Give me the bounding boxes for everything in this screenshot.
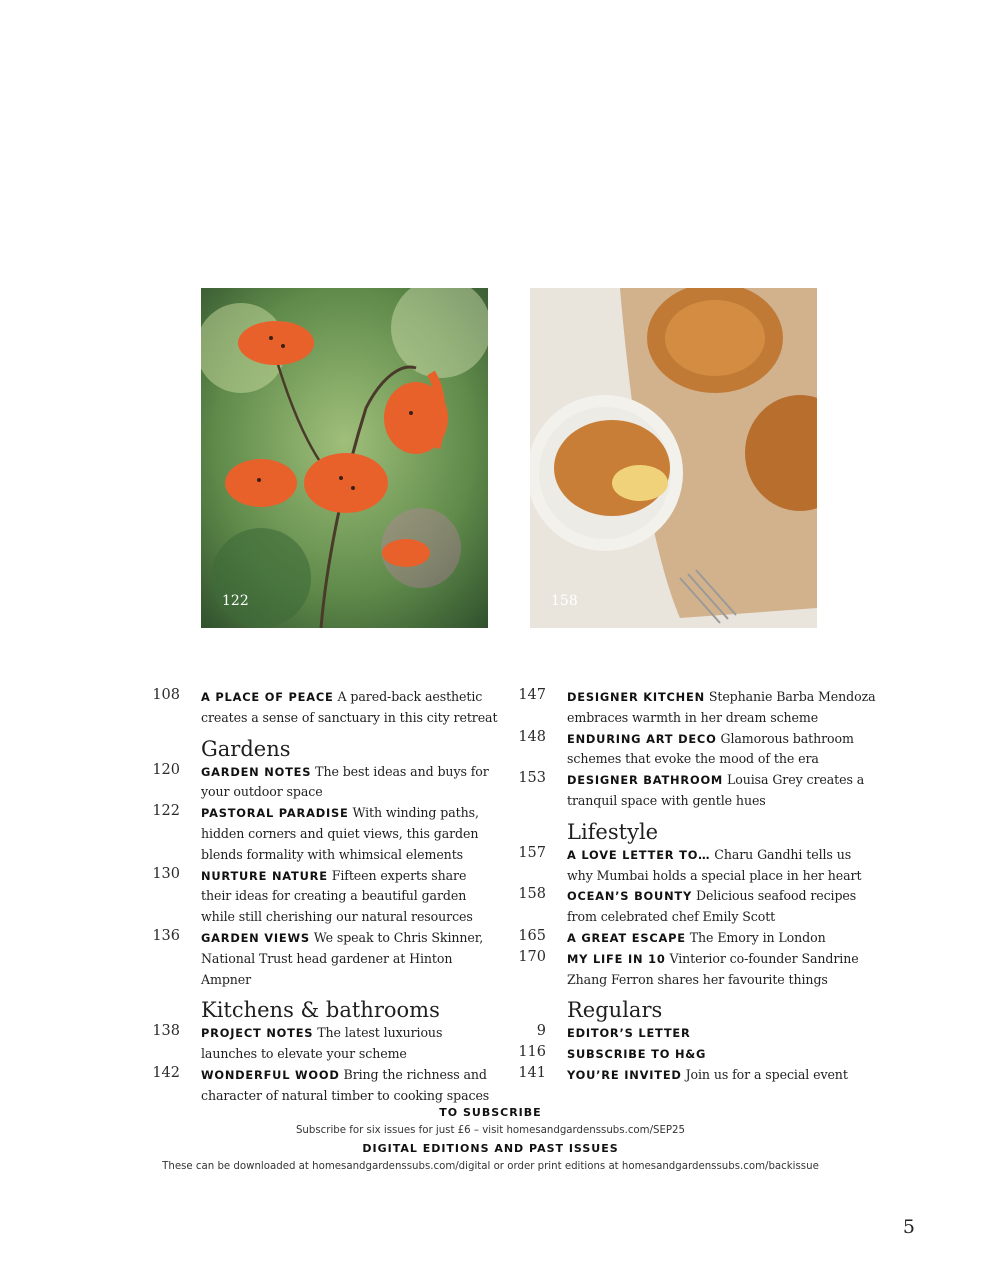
entry-page-number: 148 <box>518 728 546 745</box>
entry-page-number: 158 <box>518 886 546 903</box>
entry-title: GARDEN VIEWS <box>201 930 310 945</box>
entry-title: MY LIFE IN 10 <box>567 951 666 966</box>
entry-description: Charu Gandhi tells us why Mumbai holds a special place in her heart <box>567 846 862 883</box>
entry-description: Stephanie Barba Mendoza embraces warmth in her dream scheme <box>567 689 876 725</box>
entry-title: DESIGNER KITCHEN <box>567 690 705 704</box>
entry-page-number: 157 <box>518 844 546 861</box>
entry-text <box>201 930 483 987</box>
contents-entry[interactable] <box>506 686 876 728</box>
entry-page-number: 136 <box>152 927 180 944</box>
pies-photo[interactable] <box>530 288 817 628</box>
contents-entry[interactable] <box>506 844 876 886</box>
entry-page-number: 141 <box>518 1064 546 1081</box>
entry-page-number: 108 <box>152 687 180 703</box>
entry-description: Bring the richness and character of natural timber to cooking spaces <box>201 1066 490 1103</box>
entry-text <box>201 868 473 925</box>
contents-entry[interactable] <box>506 885 876 927</box>
pies-illustration <box>530 288 817 628</box>
digital-editions-heading: DIGITAL EDITIONS AND PAST ISSUES <box>362 1142 619 1155</box>
tiger-lily-photo[interactable] <box>201 288 488 628</box>
entry-page-number: 130 <box>152 865 180 882</box>
tiger-lily-illustration <box>201 288 488 628</box>
entry-description: Fifteen experts share their ideas for creating a beautiful garden while still cherishing our natural resources <box>201 867 473 925</box>
entry-description: Join us for a special event <box>685 1066 848 1082</box>
entry-description: We speak to Chris Skinner, National Trust head gardener at Hinton Ampner <box>201 929 484 987</box>
entry-text <box>567 1025 691 1040</box>
entry-title: YOU’RE INVITED <box>567 1067 682 1082</box>
entry-text <box>567 772 864 808</box>
entry-text <box>567 951 859 987</box>
entry-title: A GREAT ESCAPE <box>567 930 686 945</box>
entry-page-number: 147 <box>518 687 546 703</box>
entry-text <box>567 689 876 725</box>
section-heading: Kitchens & bathrooms <box>201 998 440 1023</box>
section-heading: Lifestyle <box>567 819 659 844</box>
contents-entry[interactable] <box>506 1043 876 1064</box>
entry-text <box>567 847 861 883</box>
section-heading: Regulars <box>567 998 663 1023</box>
entry-description: The best ideas and buys for your outdoor space <box>201 763 489 800</box>
contents-entry[interactable] <box>140 761 500 803</box>
entry-title: A PLACE OF PEACE <box>201 690 334 704</box>
entry-text <box>201 1067 489 1103</box>
contents-entry[interactable] <box>506 728 876 770</box>
entry-title: ENDURING ART DECO <box>567 731 717 746</box>
entry-description: With winding paths, hidden corners and quiet views, this garden blends formality with whimsical elements <box>201 805 479 862</box>
contents-entry[interactable] <box>140 802 500 864</box>
entry-page-number: 153 <box>518 770 546 787</box>
entry-page-number: 9 <box>536 1023 546 1040</box>
photo-page-number: 122 <box>222 593 249 609</box>
contents-entry[interactable] <box>506 1022 876 1043</box>
entry-page-number: 142 <box>152 1064 180 1081</box>
entry-title: GARDEN NOTES <box>201 764 312 779</box>
contents-entry[interactable] <box>506 1064 876 1085</box>
entry-title: PASTORAL PARADISE <box>201 806 349 821</box>
contents-entry[interactable] <box>140 1064 500 1106</box>
entry-description: Glamorous bathroom schemes that evoke the mood of the era <box>567 730 854 767</box>
entry-page-number: 116 <box>518 1044 546 1061</box>
subscribe-heading: TO SUBSCRIBE <box>439 1106 542 1119</box>
entry-text <box>567 1067 848 1082</box>
entry-text <box>201 764 489 800</box>
entry-title: DESIGNER BATHROOM <box>567 773 724 788</box>
entry-description: Delicious seafood recipes from celebrated chef Emily Scott <box>567 888 857 925</box>
contents-entry[interactable] <box>506 948 876 990</box>
entry-text <box>201 805 479 862</box>
entry-title: EDITOR’S LETTER <box>567 1026 691 1041</box>
entry-page-number: 138 <box>152 1023 180 1040</box>
entry-page-number: 170 <box>518 948 546 965</box>
entry-title: OCEAN’S BOUNTY <box>567 889 693 904</box>
entry-page-number: 165 <box>518 927 546 944</box>
contents-entry[interactable] <box>140 865 500 927</box>
entry-text <box>567 1046 706 1061</box>
entry-text <box>567 930 826 945</box>
entry-text <box>567 888 856 924</box>
page-number: 5 <box>902 1216 915 1238</box>
contents-entry[interactable] <box>140 1022 500 1064</box>
subscribe-text[interactable]: Subscribe for six issues for just £6 – visit homesandgardenssubs.com/SEP25 <box>295 1125 686 1136</box>
entry-title: WONDERFUL WOOD <box>201 1067 340 1082</box>
entry-title: SUBSCRIBE TO H&G <box>567 1047 707 1062</box>
entry-description: The latest luxurious launches to elevate your scheme <box>201 1025 443 1062</box>
subscribe-info <box>0 1104 981 1176</box>
contents-entry[interactable] <box>140 686 500 728</box>
contents-left-column <box>140 686 500 1106</box>
entry-text <box>201 689 497 725</box>
entry-description: The Emory in London <box>689 929 826 945</box>
contents-entry[interactable] <box>506 769 876 811</box>
digital-editions-text[interactable]: These can be downloaded at homesandgardenssubs.com/digital or order print editions at homesandgardenssubs.com/backissue <box>162 1161 819 1172</box>
contents-entry[interactable] <box>140 927 500 989</box>
contents-entry[interactable] <box>506 927 876 948</box>
entry-description: Louisa Grey creates a tranquil space with gentle hues <box>567 772 865 808</box>
entry-title: PROJECT NOTES <box>201 1026 314 1041</box>
entry-description: Vinterior co-founder Sandrine Zhang Ferron shares her favourite things <box>567 950 859 987</box>
entry-text <box>567 731 854 767</box>
entry-title: NURTURE NATURE <box>201 868 328 883</box>
contents-right-column <box>506 686 876 1085</box>
entry-page-number: 122 <box>152 803 180 820</box>
entry-page-number: 120 <box>152 761 180 778</box>
entry-description: A pared-back aesthetic creates a sense of sanctuary in this city retreat <box>201 689 498 725</box>
entry-title: A LOVE LETTER TO… <box>567 847 711 862</box>
photo-page-number: 158 <box>551 593 578 609</box>
section-heading: Gardens <box>201 736 291 761</box>
entry-text <box>201 1025 442 1061</box>
